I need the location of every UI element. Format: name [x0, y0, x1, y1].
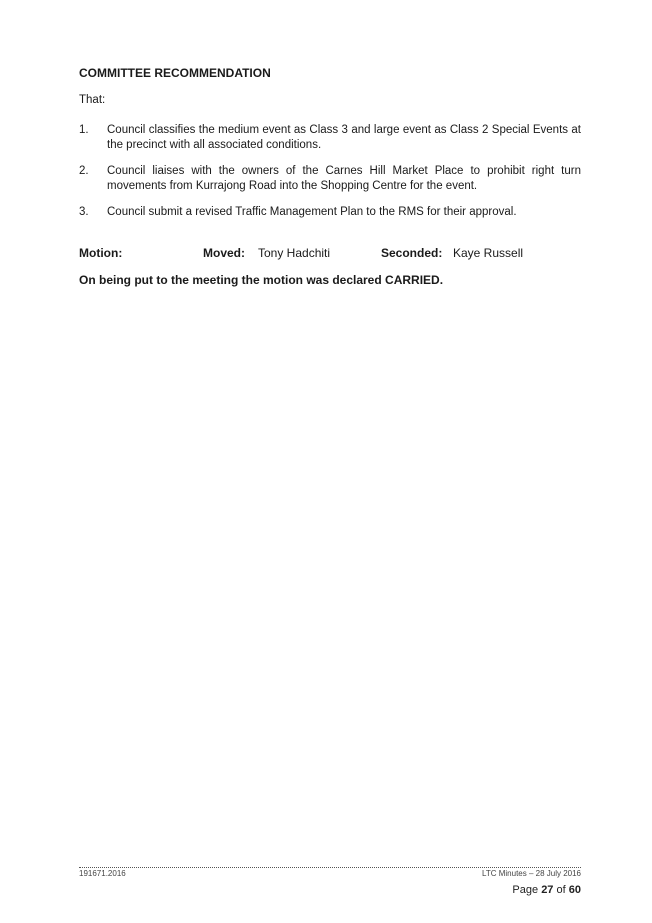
seconded-label: Seconded:	[381, 246, 443, 260]
carried-statement: On being put to the meeting the motion was declared CARRIED.	[79, 273, 444, 287]
footer-divider	[79, 867, 581, 868]
recommendation-item-3	[79, 205, 581, 220]
footer-doc-id: 191671.2016	[79, 869, 126, 878]
motion-row	[79, 246, 581, 262]
intro-text: That:	[79, 94, 106, 106]
footer-doc-title: LTC Minutes – 28 July 2016	[481, 869, 581, 878]
item-text: Council submit a revised Traffic Management Plan to the RMS for their approval.	[107, 206, 517, 218]
page-of: of	[556, 884, 566, 896]
moved-label: Moved:	[203, 246, 245, 260]
page-number	[512, 884, 581, 896]
motion-label: Motion:	[79, 246, 123, 260]
item-text: Council liaises with the owners of the Carnes Hill Market Place to prohibit right turn movements from Kurrajong Road into the Shopping Centre for the event.	[107, 165, 581, 192]
page-total: 60	[568, 884, 581, 896]
recommendation-item-1	[79, 123, 581, 153]
moved-value: Tony Hadchiti	[258, 246, 331, 260]
page-prefix: Page	[512, 884, 539, 896]
section-heading: COMMITTEE RECOMMENDATION	[79, 66, 271, 80]
seconded-value: Kaye Russell	[453, 246, 524, 260]
item-number: 1.	[79, 124, 89, 136]
item-text: Council classifies the medium event as Class 3 and large event as Class 2 Special Events at the precinct with all associated conditions.	[107, 124, 581, 151]
item-number: 2.	[79, 165, 89, 177]
page-current: 27	[541, 884, 554, 896]
item-number: 3.	[79, 206, 89, 218]
recommendation-item-2	[79, 164, 581, 194]
